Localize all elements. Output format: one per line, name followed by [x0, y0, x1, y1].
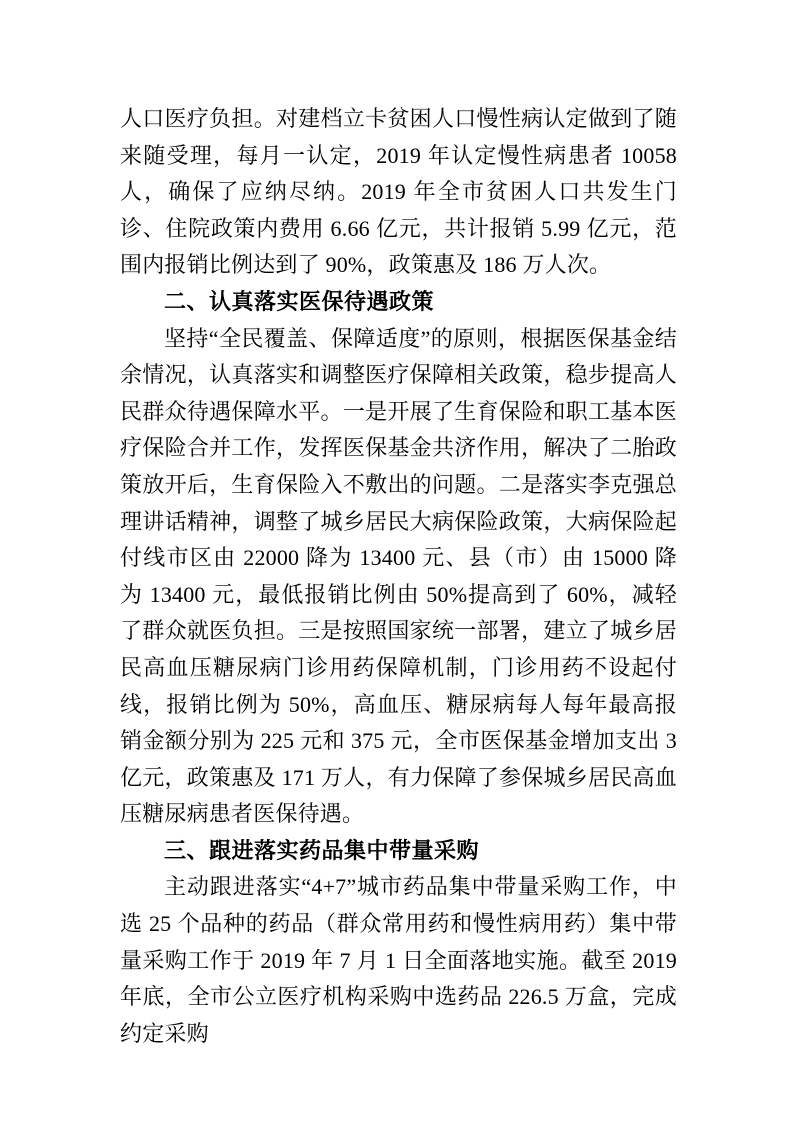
heading-section-three-centralized-drug-procurement: 三、跟进落实药品集中带量采购: [164, 837, 480, 863]
paragraph-medical-insurance-benefit-policies: 坚持“全民覆盖、保障适度”的原则，根据医保基金结余情况，认真落实和调整医疗保障相关政策，稳步提高人民群众待遇保障水平。一是开展了生育保险和职工基本医疗保险合并工作，发挥医保基金共济作用，解决了二胎政策放开后，生育保险入不敷出的问题。二是落实李克强总理讲话精神，调整了城乡居民大病保险政策，大病保险起付线市区由 22000 降为 13400 元、县（市）由 15000 降为 13400 元，最低报销比例由 50%提高到了 60%，减轻了群众就医负担。三是按照国家统一部署，建立了城乡居民高血压糖尿病门诊用药保障机制，门诊用药不设起付线，报销比例为 50%，高血压、糖尿病每人每年最高报销金额分别为 225 元和 375 元，全市医保基金增加支出 3 亿元，政策惠及 171 万人，有力保障了参保城乡居民高血压糖尿病患者医保待遇。: [120, 325, 677, 827]
paragraph-poverty-medical-assistance: 人口医疗负担。对建档立卡贫困人口慢性病认定做到了随来随受理，每月一认定，2019 年认定慢性病患者 10058 人，确保了应纳尽纳。2019 年全市贫困人口共发生门诊、住院政策内费用 6.66 亿元，共计报销 5.99 亿元，范围内报销比例达到了 90%，政策惠及 186 万人次。: [120, 106, 677, 278]
heading-section-two-medical-insurance-benefits: 二、认真落实医保待遇政策: [164, 288, 435, 314]
paragraph-centralized-drug-procurement: 主动跟进落实“4+7”城市药品集中带量采购工作，中选 25 个品种的药品（群众常用药和慢性病用药）集中带量采购工作于 2019 年 7 月 1 日全面落地实施。截至 2019 年底，全市公立医疗机构采购中选药品 226.5 万盒，完成约定采购: [120, 874, 677, 1046]
document-content: [120, 101, 677, 1052]
